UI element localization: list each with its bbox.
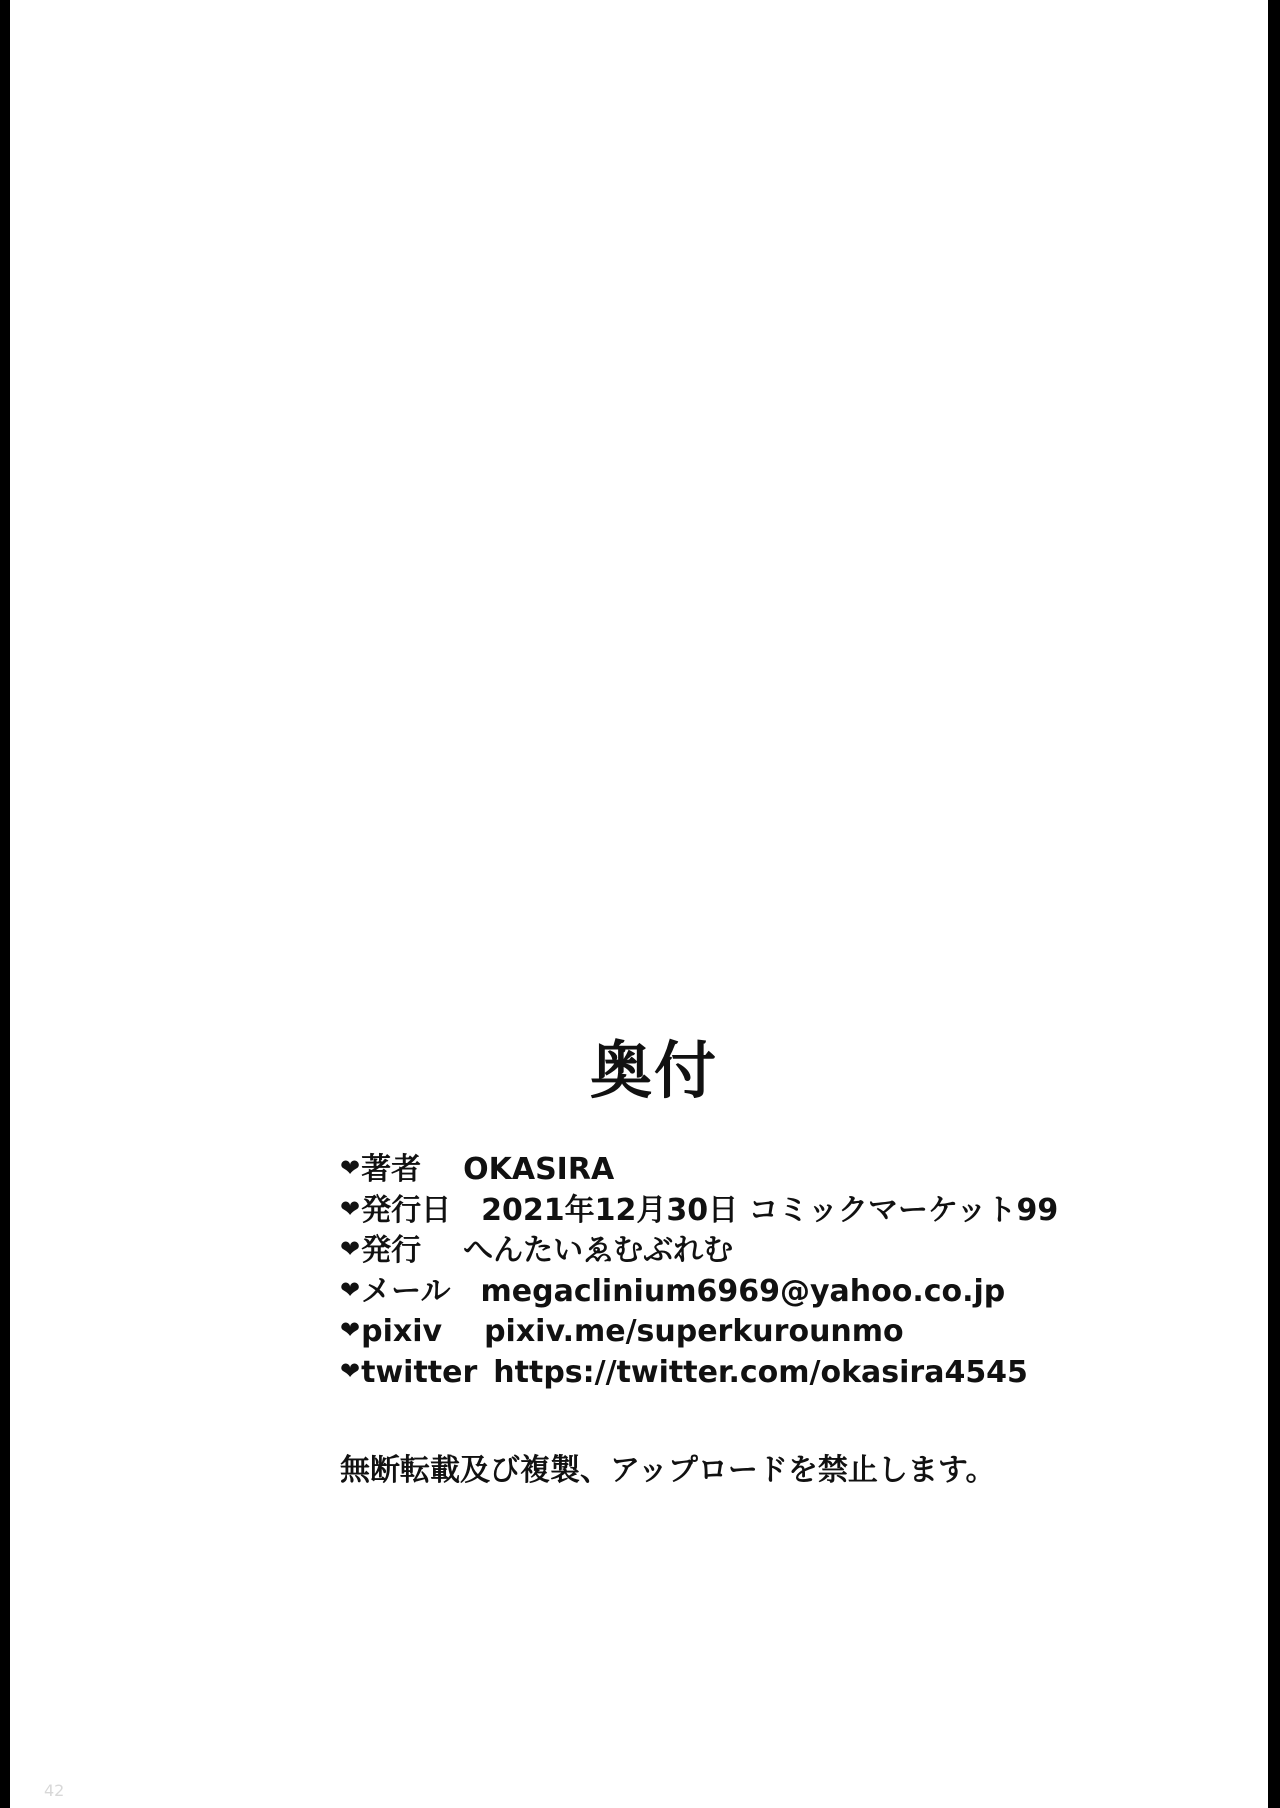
list-item [340, 1353, 1268, 1394]
heart-icon: ❤ [340, 1316, 361, 1344]
info-label-mail: メール [361, 1273, 451, 1309]
info-value-release-date: 2021年12月30日 コミックマーケット99 [481, 1192, 1059, 1228]
copyright-notice: 無断転載及び複製、アップロードを禁止します。 [340, 1453, 996, 1488]
info-label-pixiv: pixiv [361, 1314, 443, 1349]
heart-icon: ❤ [340, 1235, 361, 1263]
info-value-mail: megaclinium6969@yahoo.co.jp [480, 1273, 1006, 1309]
info-label-author: 著者 [361, 1152, 422, 1187]
heart-icon: ❤ [340, 1356, 361, 1385]
heart-icon: ❤ [340, 1275, 361, 1304]
list-item [340, 1231, 1268, 1272]
info-label-publisher: 発行 [361, 1233, 422, 1268]
info-value-author: OKASIRA [463, 1152, 615, 1187]
heart-icon: ❤ [340, 1154, 361, 1182]
colophon-section [10, 1034, 1268, 1489]
info-label-release-date: 発行日 [361, 1192, 452, 1228]
colophon-info-list [340, 1150, 1268, 1393]
info-value-publisher: へんたいゑむぶれむ [463, 1233, 734, 1268]
info-value-pixiv[interactable]: pixiv.me/superkurounmo [484, 1314, 904, 1349]
list-item [340, 1150, 1268, 1191]
list-item [340, 1272, 1268, 1313]
paper-sheet [10, 0, 1268, 1808]
page-title: 奥付 [589, 1034, 718, 1107]
heart-icon: ❤ [340, 1194, 361, 1223]
info-label-twitter: twitter [361, 1354, 478, 1390]
info-value-twitter[interactable]: https://twitter.com/okasira4545 [493, 1354, 1028, 1390]
list-item [340, 1312, 1268, 1353]
list-item [340, 1191, 1268, 1232]
page-number: 42 [44, 1781, 65, 1800]
